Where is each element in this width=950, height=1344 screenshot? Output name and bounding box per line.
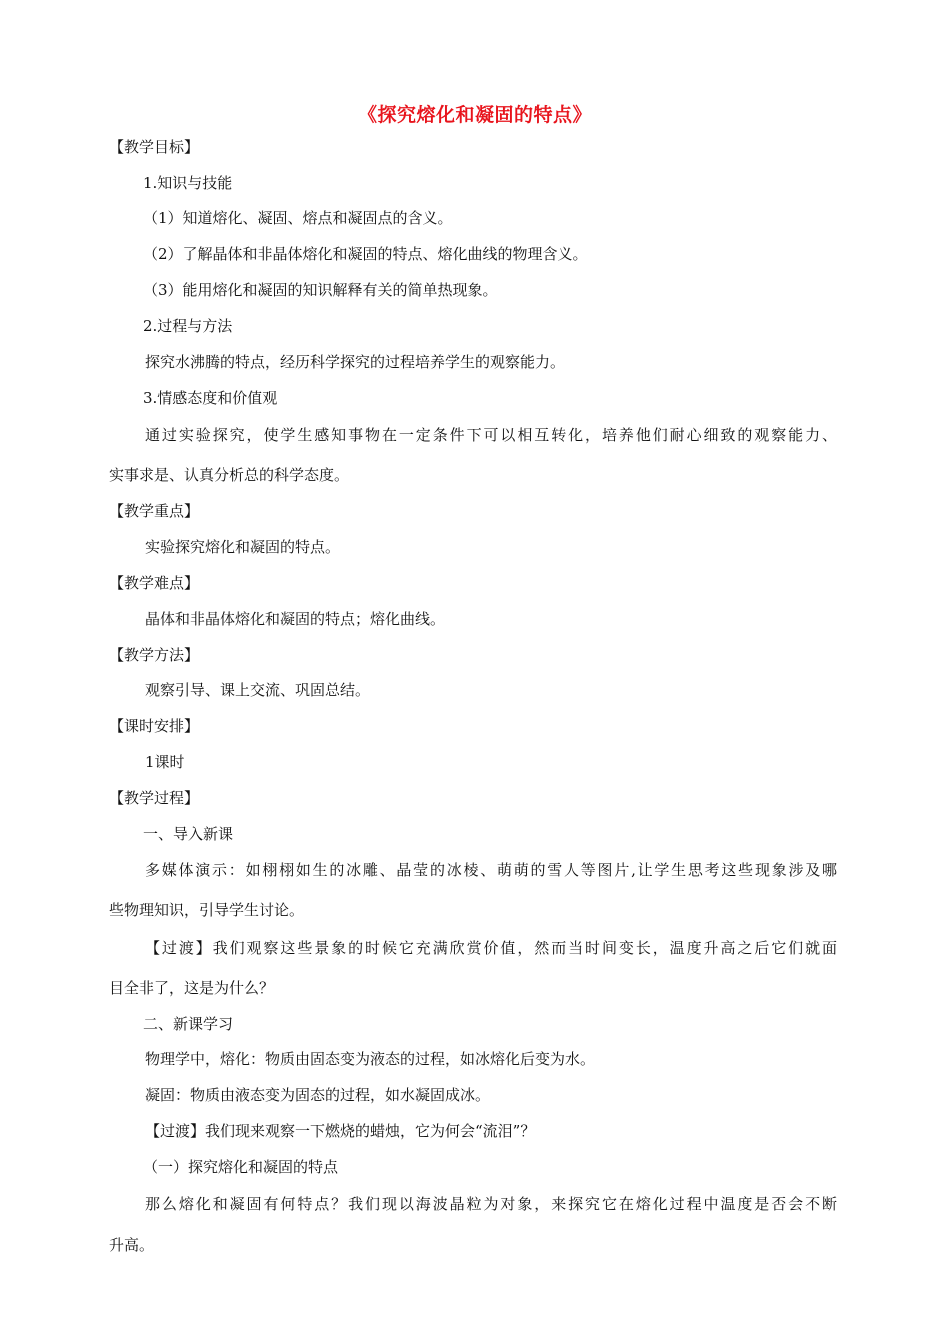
paragraph-line: 实事求是、认真分析总的科学态度。 [109, 466, 350, 484]
section-heading-schedule: 【课时安排】 [109, 717, 200, 735]
paragraph: 探究水沸腾的特点，经历科学探究的过程培养学生的观察能力。 [145, 353, 566, 371]
step-heading: 二、新课学习 [143, 1015, 234, 1033]
goal-item: （2）了解晶体和非晶体熔化和凝固的特点、熔化曲线的物理含义。 [143, 245, 588, 263]
goal-heading-knowledge: 1.知识与技能 [143, 174, 233, 192]
paragraph-line: 升高。 [109, 1236, 155, 1254]
goal-item: （3）能用熔化和凝固的知识解释有关的简单热现象。 [143, 281, 498, 299]
goal-heading-attitude: 3.情感态度和价值观 [143, 389, 278, 407]
goal-heading-process: 2.过程与方法 [143, 317, 233, 335]
section-heading-goals: 【教学目标】 [109, 138, 200, 156]
paragraph: 晶体和非晶体熔化和凝固的特点；熔化曲线。 [145, 610, 446, 628]
subsection-heading: （一）探究熔化和凝固的特点 [143, 1158, 339, 1176]
paragraph: 实验探究熔化和凝固的特点。 [145, 538, 341, 556]
section-heading-key: 【教学重点】 [109, 502, 200, 520]
paragraph: 1课时 [145, 753, 185, 771]
paragraph: 凝固：物质由液态变为固态的过程，如水凝固成冰。 [145, 1086, 491, 1104]
goal-item: （1）知道熔化、凝固、熔点和凝固点的含义。 [143, 209, 453, 227]
paragraph: 物理学中，熔化：物质由固态变为液态的过程，如冰熔化后变为水。 [145, 1050, 596, 1068]
paragraph-line: 目全非了，这是为什么？ [109, 979, 275, 997]
step-heading: 一、导入新课 [143, 825, 234, 843]
paragraph-line: 【过渡】我们观察这些景象的时候它充满欣赏价值，然而当时间变长，温度升高之后它们就面 [145, 939, 837, 957]
section-heading-process: 【教学过程】 [109, 789, 200, 807]
document-title: 《探究熔化和凝固的特点》 [357, 104, 592, 126]
paragraph-line: 多媒体演示：如栩栩如生的冰雕、晶莹的冰棱、萌萌的雪人等图片,让学生思考这些现象涉及哪 [145, 861, 837, 879]
paragraph: 【过渡】我们现来观察一下燃烧的蜡烛，它为何会“流泪”？ [145, 1122, 536, 1140]
paragraph-line: 些物理知识，引导学生讨论。 [109, 901, 305, 919]
section-heading-difficulty: 【教学难点】 [109, 574, 200, 592]
paragraph-line: 通过实验探究，使学生感知事物在一定条件下可以相互转化，培养他们耐心细致的观察能力、 [145, 426, 837, 444]
section-heading-method: 【教学方法】 [109, 646, 200, 664]
paragraph: 观察引导、课上交流、巩固总结。 [145, 681, 371, 699]
paragraph-line: 那么熔化和凝固有何特点？我们现以海波晶粒为对象，来探究它在熔化过程中温度是否会不断 [145, 1195, 837, 1213]
